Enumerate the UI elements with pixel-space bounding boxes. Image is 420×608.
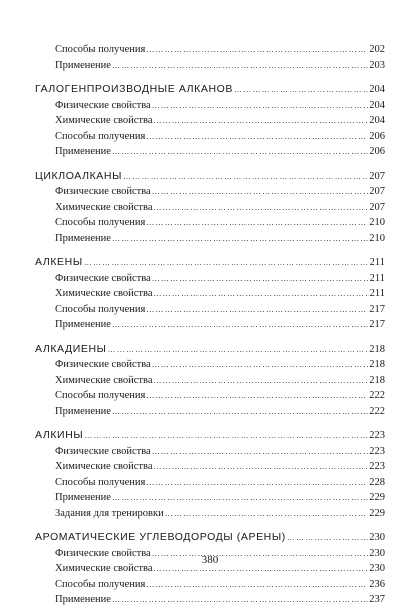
dot-leader	[112, 490, 368, 506]
toc-subsection-entry	[35, 231, 385, 247]
toc-subsection-entry	[35, 271, 385, 287]
toc-entry-page: 217	[369, 319, 385, 330]
dot-leader	[153, 286, 368, 302]
toc-subsection-entry	[35, 144, 385, 160]
toc-subsection-entry	[35, 475, 385, 491]
toc-section-entry	[35, 342, 385, 358]
toc-subsection-entry	[35, 302, 385, 318]
toc-entry-title: Физические свойства	[55, 272, 151, 284]
dot-leader	[153, 200, 368, 216]
dot-leader	[112, 404, 368, 420]
toc-entry-title: Способы получения	[55, 303, 146, 315]
dot-leader	[84, 255, 369, 271]
toc-entry-page: 207	[369, 186, 385, 197]
toc-entry-page: 211	[369, 257, 385, 268]
toc-subsection-entry	[35, 388, 385, 404]
toc-entry-page: 204	[369, 99, 385, 111]
dot-leader	[84, 428, 368, 444]
toc-subsection-entry	[35, 200, 385, 216]
dot-leader	[153, 373, 368, 389]
toc-entry-title: Химические свойства	[55, 563, 153, 574]
toc-entry-title: Физические свойства	[55, 547, 151, 559]
toc-subsection-entry	[35, 577, 385, 593]
toc-entry-page: 223	[369, 445, 385, 457]
dot-leader	[152, 271, 369, 287]
toc-entry-title: Применение	[55, 146, 111, 157]
toc-entry-title: АЛКАДИЕНЫ	[35, 342, 107, 355]
toc-entry-page: 210	[369, 217, 385, 228]
toc-entry-page: 204	[369, 115, 385, 126]
dot-leader	[146, 129, 368, 145]
toc-subsection-entry	[35, 98, 385, 114]
toc-subsection-entry	[35, 357, 385, 373]
toc-section-entry	[35, 255, 385, 271]
toc-entry-title: АЛКЕНЫ	[35, 256, 83, 268]
toc-entry-title: Применение	[55, 492, 111, 503]
toc-entry-page: 229	[369, 507, 385, 519]
toc-entry-title: Способы получения	[55, 578, 146, 590]
dot-leader	[152, 98, 369, 114]
toc-subsection-entry	[35, 184, 385, 200]
toc-entry-page: 211	[369, 288, 385, 299]
dot-leader	[153, 113, 368, 129]
dot-leader	[123, 169, 368, 185]
toc-entry-title: Химические свойства	[55, 115, 153, 126]
toc-entry-page: 211	[369, 272, 385, 284]
toc-entry-title: Физические свойства	[55, 186, 151, 197]
toc-entry-page: 222	[369, 390, 385, 401]
toc-entry-title: Способы получения	[55, 476, 146, 488]
dot-leader	[112, 231, 368, 247]
toc-entry-page: 218	[369, 343, 385, 355]
toc-entry-title: Применение	[55, 59, 111, 71]
toc-entry-page: 207	[369, 201, 385, 213]
toc-entry-title: Физические свойства	[55, 445, 151, 457]
toc-subsection-entry	[35, 42, 385, 58]
toc-subsection-entry	[35, 58, 385, 74]
toc-subsection-entry	[35, 373, 385, 389]
toc-section-entry	[35, 169, 385, 185]
dot-leader	[146, 475, 368, 491]
toc-subsection-entry	[35, 129, 385, 145]
dot-leader	[234, 82, 368, 98]
toc-section-entry	[35, 428, 385, 444]
toc-entry-title: Применение	[55, 232, 111, 244]
toc-entry-title: Задания для тренировки	[55, 507, 164, 519]
toc-entry-page: 223	[369, 430, 385, 441]
toc-entry-page: 228	[369, 476, 385, 488]
toc-entry-page: 218	[369, 374, 385, 386]
toc-entry-page: 230	[369, 563, 385, 574]
toc-entry-page: 210	[369, 232, 385, 244]
toc-subsection-entry	[35, 444, 385, 460]
toc-subsection-entry	[35, 113, 385, 129]
toc-subsection-entry	[35, 490, 385, 506]
toc-entry-title: АРОМАТИЧЕСКИЕ УГЛЕВОДОРОДЫ (АРЕНЫ)	[35, 531, 286, 543]
toc-entry-title: ГАЛОГЕНПРОИЗВОДНЫЕ АЛКАНОВ	[35, 83, 234, 95]
dot-leader	[108, 342, 369, 358]
table-of-contents	[35, 42, 385, 608]
dot-leader	[112, 317, 368, 333]
dot-leader	[146, 42, 368, 58]
page-number: 380	[201, 554, 219, 566]
dot-leader	[146, 215, 368, 231]
toc-entry-page: 230	[369, 547, 385, 559]
toc-entry-title: Физические свойства	[55, 359, 151, 370]
toc-subsection-entry	[35, 404, 385, 420]
toc-entry-page: 202	[369, 44, 385, 55]
toc-subsection-entry	[35, 506, 385, 522]
toc-entry-title: АЛКИНЫ	[35, 429, 84, 441]
toc-entry-title: Химические свойства	[55, 374, 153, 386]
toc-entry-title: Химические свойства	[55, 461, 153, 472]
toc-subsection-entry	[35, 286, 385, 302]
toc-subsection-entry	[35, 317, 385, 333]
toc-entry-title: Способы получения	[55, 44, 146, 55]
toc-entry-page: 222	[369, 405, 385, 417]
dot-leader	[152, 444, 369, 460]
toc-entry-title: Способы получения	[55, 390, 146, 401]
toc-entry-page: 206	[369, 130, 385, 142]
toc-entry-page: 230	[369, 532, 385, 543]
toc-entry-title: Химические свойства	[55, 201, 153, 213]
toc-entry-page: 217	[369, 303, 385, 315]
toc-entry-page: 236	[369, 578, 385, 590]
toc-entry-page: 218	[369, 359, 385, 370]
dot-leader	[146, 577, 368, 593]
dot-leader	[112, 58, 368, 74]
toc-section-entry	[35, 82, 385, 98]
toc-entry-title: Применение	[55, 594, 111, 605]
dot-leader	[152, 184, 369, 200]
toc-entry-page: 229	[369, 492, 385, 503]
toc-entry-title: Способы получения	[55, 130, 146, 142]
toc-subsection-entry	[35, 215, 385, 231]
toc-entry-page: 204	[369, 84, 385, 95]
toc-entry-title: Применение	[55, 319, 111, 330]
toc-entry-title: ЦИКЛОАЛКАНЫ	[35, 169, 122, 182]
toc-entry-page: 206	[369, 146, 385, 157]
dot-leader	[165, 506, 369, 522]
toc-entry-title: Применение	[55, 405, 111, 417]
dot-leader	[112, 144, 368, 160]
dot-leader	[146, 302, 368, 318]
toc-entry-title: Способы получения	[55, 217, 146, 228]
dot-leader	[287, 530, 368, 546]
dot-leader	[153, 459, 368, 475]
toc-entry-page: 207	[369, 170, 385, 182]
dot-leader	[152, 357, 369, 373]
toc-entry-page: 237	[369, 594, 385, 605]
toc-subsection-entry	[35, 459, 385, 475]
toc-entry-title: Химические свойства	[55, 288, 153, 299]
toc-section-entry	[35, 530, 385, 546]
toc-entry-page: 223	[369, 461, 385, 472]
dot-leader	[146, 388, 368, 404]
toc-entry-page: 203	[369, 59, 385, 71]
toc-entry-title: Физические свойства	[55, 99, 151, 111]
